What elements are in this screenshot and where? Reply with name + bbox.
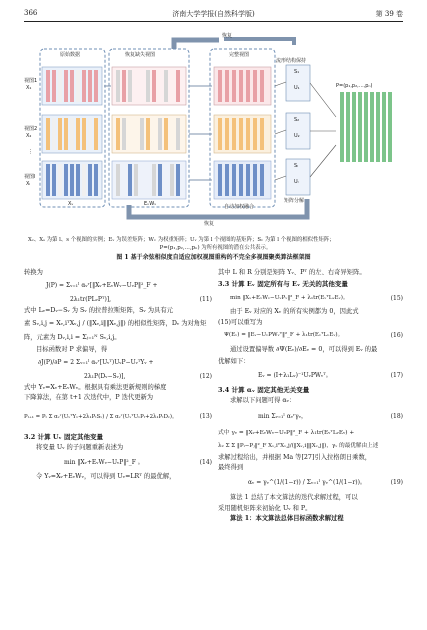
figure-title: 图 1 基于余弦相似度自适应加权视图重构的不完全多视图聚类算法框架图 [116, 254, 311, 261]
journal-name: 济南大学学报(自然科学版) [172, 10, 255, 18]
eq-13-number: (13) [199, 413, 212, 421]
raw-data-label: 原始数据 [60, 52, 81, 58]
eq-11-line-2: 2λ₁tr(PLᵥPᵀ)], [70, 296, 112, 304]
eq-17: Eᵥ = (I+λ₁Lᵥ)⁻¹UᵥPWᵥᵀ。 [258, 372, 332, 380]
volume-label: 第 39 卷 [375, 10, 403, 18]
right-text-8: λ₂ Σ Σ ‖Pᵢ−Pⱼ‖²_F Xᵥ,iᵀXᵥ,j/(‖Xᵥ,i‖‖Xᵥ,j‖)，γᵥ 的最优解由上述 [218, 442, 379, 449]
right-text-10: 最终得到 [218, 464, 244, 472]
eq-12-line-2: 2λ₁P(Dᵥ−Sᵥ)], [84, 372, 126, 380]
eq-13: Pₜ₊₁ = Pₜ Σ αᵥʳ(UᵥᵀYᵥ+2λ₁PₜSᵥ) / Σ αᵥʳ(UᵥᵀUᵥPₜ+2λ₁PₜDᵥ)。 [24, 414, 178, 421]
ul-symbol: Uₗ [294, 179, 299, 185]
u2-symbol: U₂ [294, 133, 300, 139]
right-text-9: 求解过程给出，并根据 Ma 等[27]引入拉格朗日乘数， [218, 453, 372, 461]
eq-14: min ‖Xᵥ+EᵥWᵥ−UᵥP‖²_F 。 [64, 458, 144, 466]
adaptive-weight-label: 自动加权融合 [224, 204, 255, 210]
right-text-11: 算法 1 总结了本文算法的迭代求解过程，可以 [230, 494, 358, 502]
eq-19-number: (19) [390, 479, 403, 487]
framework-figure [24, 27, 404, 232]
eq-18-number: (18) [390, 413, 403, 421]
s2-symbol: S₂ [294, 117, 300, 123]
left-text-8: 将变量 Uᵥ 的子问题重新表述为 [36, 444, 124, 452]
view2-symbol: X₂ [26, 133, 32, 139]
manifold-label: 流形结构保持 [276, 58, 307, 64]
right-text-7: 式中 γᵥ = ‖Xᵥ+EᵥWᵥ−UᵥP‖²_F + λ₁tr(EᵥᵀLᵥEᵥ) + [218, 430, 355, 437]
figure-caption-line-2: P=(p₁,p₂,…,pₙ) 为所有视图的潜在公共表示。 [159, 245, 272, 251]
right-text-3: (15)可以重写为 [218, 318, 263, 326]
eq-16: Ψ(Eᵥ) = ‖Eᵥ−UᵥPWᵥᵀ‖²_F + λ₁tr(EᵥᵀLᵥEᵥ)。 [224, 331, 344, 338]
restore-bottom-label: 恢复 [204, 221, 215, 227]
view-vdots: ⋮ [28, 149, 33, 155]
left-text-2: 式中 Lᵥ=Dᵥ−Sᵥ 为 Sᵥ 的拉普拉斯矩阵，Sᵥ 为具有元 [24, 307, 173, 315]
left-text-1: 转换为 [24, 269, 43, 276]
section-3-4-heading: 3.4 计算 αᵥ 固定其他无关变量 [218, 386, 310, 395]
eq-15: min ‖Xᵥ+EᵥWᵥ−UᵥPᵥ‖²_F + λ₁tr(EᵥᵀLᵥEᵥ)。 [230, 295, 349, 302]
right-text-1: 其中 L 和 R 分别是矩阵 Yᵥ、Pᵀ 的左、右奇异矩阵。 [218, 269, 366, 276]
viewl-label: 视图l [24, 174, 36, 180]
left-text-4: 阵，元素为 Dᵥ,i,i = Σⱼ₌₁ᴺ Sᵥ,i,j。 [24, 333, 121, 341]
s1-symbol: S₁ [294, 69, 300, 75]
ew-symbol: EᵥWᵥ [144, 201, 157, 207]
eq-15-number: (15) [390, 295, 403, 303]
left-text-3: 素 Sᵥ,i,j = Xᵥ,iᵀXᵥ,j / (‖Xᵥ,i‖‖Xᵥ,j‖) 的相似性矩阵，Dᵥ 为对角矩 [24, 319, 207, 327]
right-text-4: 通过设置偏导数 ∂Ψ(Eᵥ)/∂Eᵥ = 0，可以得到 Eᵥ 的最 [230, 345, 378, 353]
p-label: P=(p₁,p₂,…,pₙ) [336, 83, 373, 89]
algorithm-1-title: 算法 1：本文算法总体目标函数求解过程 [230, 514, 344, 522]
eq-16-number: (16) [390, 331, 403, 339]
right-text-5: 优解如下： [218, 357, 250, 365]
figure-caption-line-1: Xᵥ、Xₛ 为第 l、s 个视图的实例；Eᵥ 为误差矩阵；Wᵥ 为权重矩阵；Uᵥ 为第 l 个视图的基矩阵；Sᵥ 为第 l 个视图的相似性矩阵； [28, 237, 335, 243]
x-symbol: Xᵥ [68, 201, 74, 207]
u1-symbol: U₁ [294, 85, 300, 91]
complete-view-label: 完整视图 [229, 52, 250, 58]
eq-14-number: (14) [199, 458, 212, 466]
restore-top-label: 恢复 [222, 33, 233, 39]
eq-17-number: (17) [390, 372, 403, 380]
left-text-9: 令 Yᵥ=Xᵥ+EᵥWᵥ，可以得到 Uᵥ=LRᵀ 的最优解， [36, 472, 176, 480]
viewl-symbol: Xₗ [26, 181, 31, 187]
left-text-7: 下降算法，在第 t+1 次迭代中，P 迭代更新为 [24, 394, 154, 402]
matrix-factorization-label: 矩阵分解 [284, 198, 305, 204]
header-rule [24, 21, 403, 22]
page-number: 366 [24, 9, 38, 17]
recovered-view-label: 恢复缺失视图 [125, 52, 156, 58]
left-text-5: 目标函数对 P 求偏导，得 [36, 345, 108, 353]
eq-12-line-1: ∂J(P)/∂P = 2 Σᵥ₌₁ˡ αᵥʳ[Uᵥᵀ)UᵥP−UᵥᵀYᵥ + [38, 358, 154, 366]
left-column [24, 268, 212, 482]
eq-11-number: (11) [199, 296, 212, 304]
right-text-12: 采用随机矩阵来初始化 Uᵥ 和 P。 [218, 504, 312, 512]
figure-graphic [24, 27, 404, 232]
view1-label: 视图1 [24, 78, 38, 84]
right-text-2: 由于 Eᵥ 对应的 Xᵥ 的所有实例都为 0，因此式 [230, 308, 359, 316]
eq-12-number: (12) [199, 372, 212, 380]
right-column [218, 268, 403, 524]
view2-label: 视图2 [24, 126, 38, 132]
eq-11-line-1: J(P) = Σᵥ₌₁ˡ αᵥʳ[‖Xᵥ+EᵥWᵥ−UᵥP‖²_F + [46, 282, 158, 290]
sl-symbol: Sₗ [294, 163, 299, 169]
view1-symbol: X₁ [26, 85, 32, 91]
eq-18: min Σᵥ₌₁ˡ αᵥʳγᵥ， [258, 413, 307, 421]
section-3-2-heading: 3.2 计算 Uᵥ 固定其他变量 [24, 433, 103, 442]
left-text-6: 式中 Yᵥ=Xᵥ+EᵥWᵥ。根据具有乘法更新规则的梯度 [24, 383, 167, 391]
eq-19: αᵥ = γᵥ^(1/(1−r)) / Σᵥ₌₁ˡ γᵥ^(1/(1−r))。 [248, 479, 366, 487]
section-3-3-heading: 3.3 计算 Eᵥ 固定所有与 Eᵥ 无关的其他变量 [218, 280, 348, 289]
right-text-6: 求解以下问题可得 αᵥ： [230, 397, 296, 405]
